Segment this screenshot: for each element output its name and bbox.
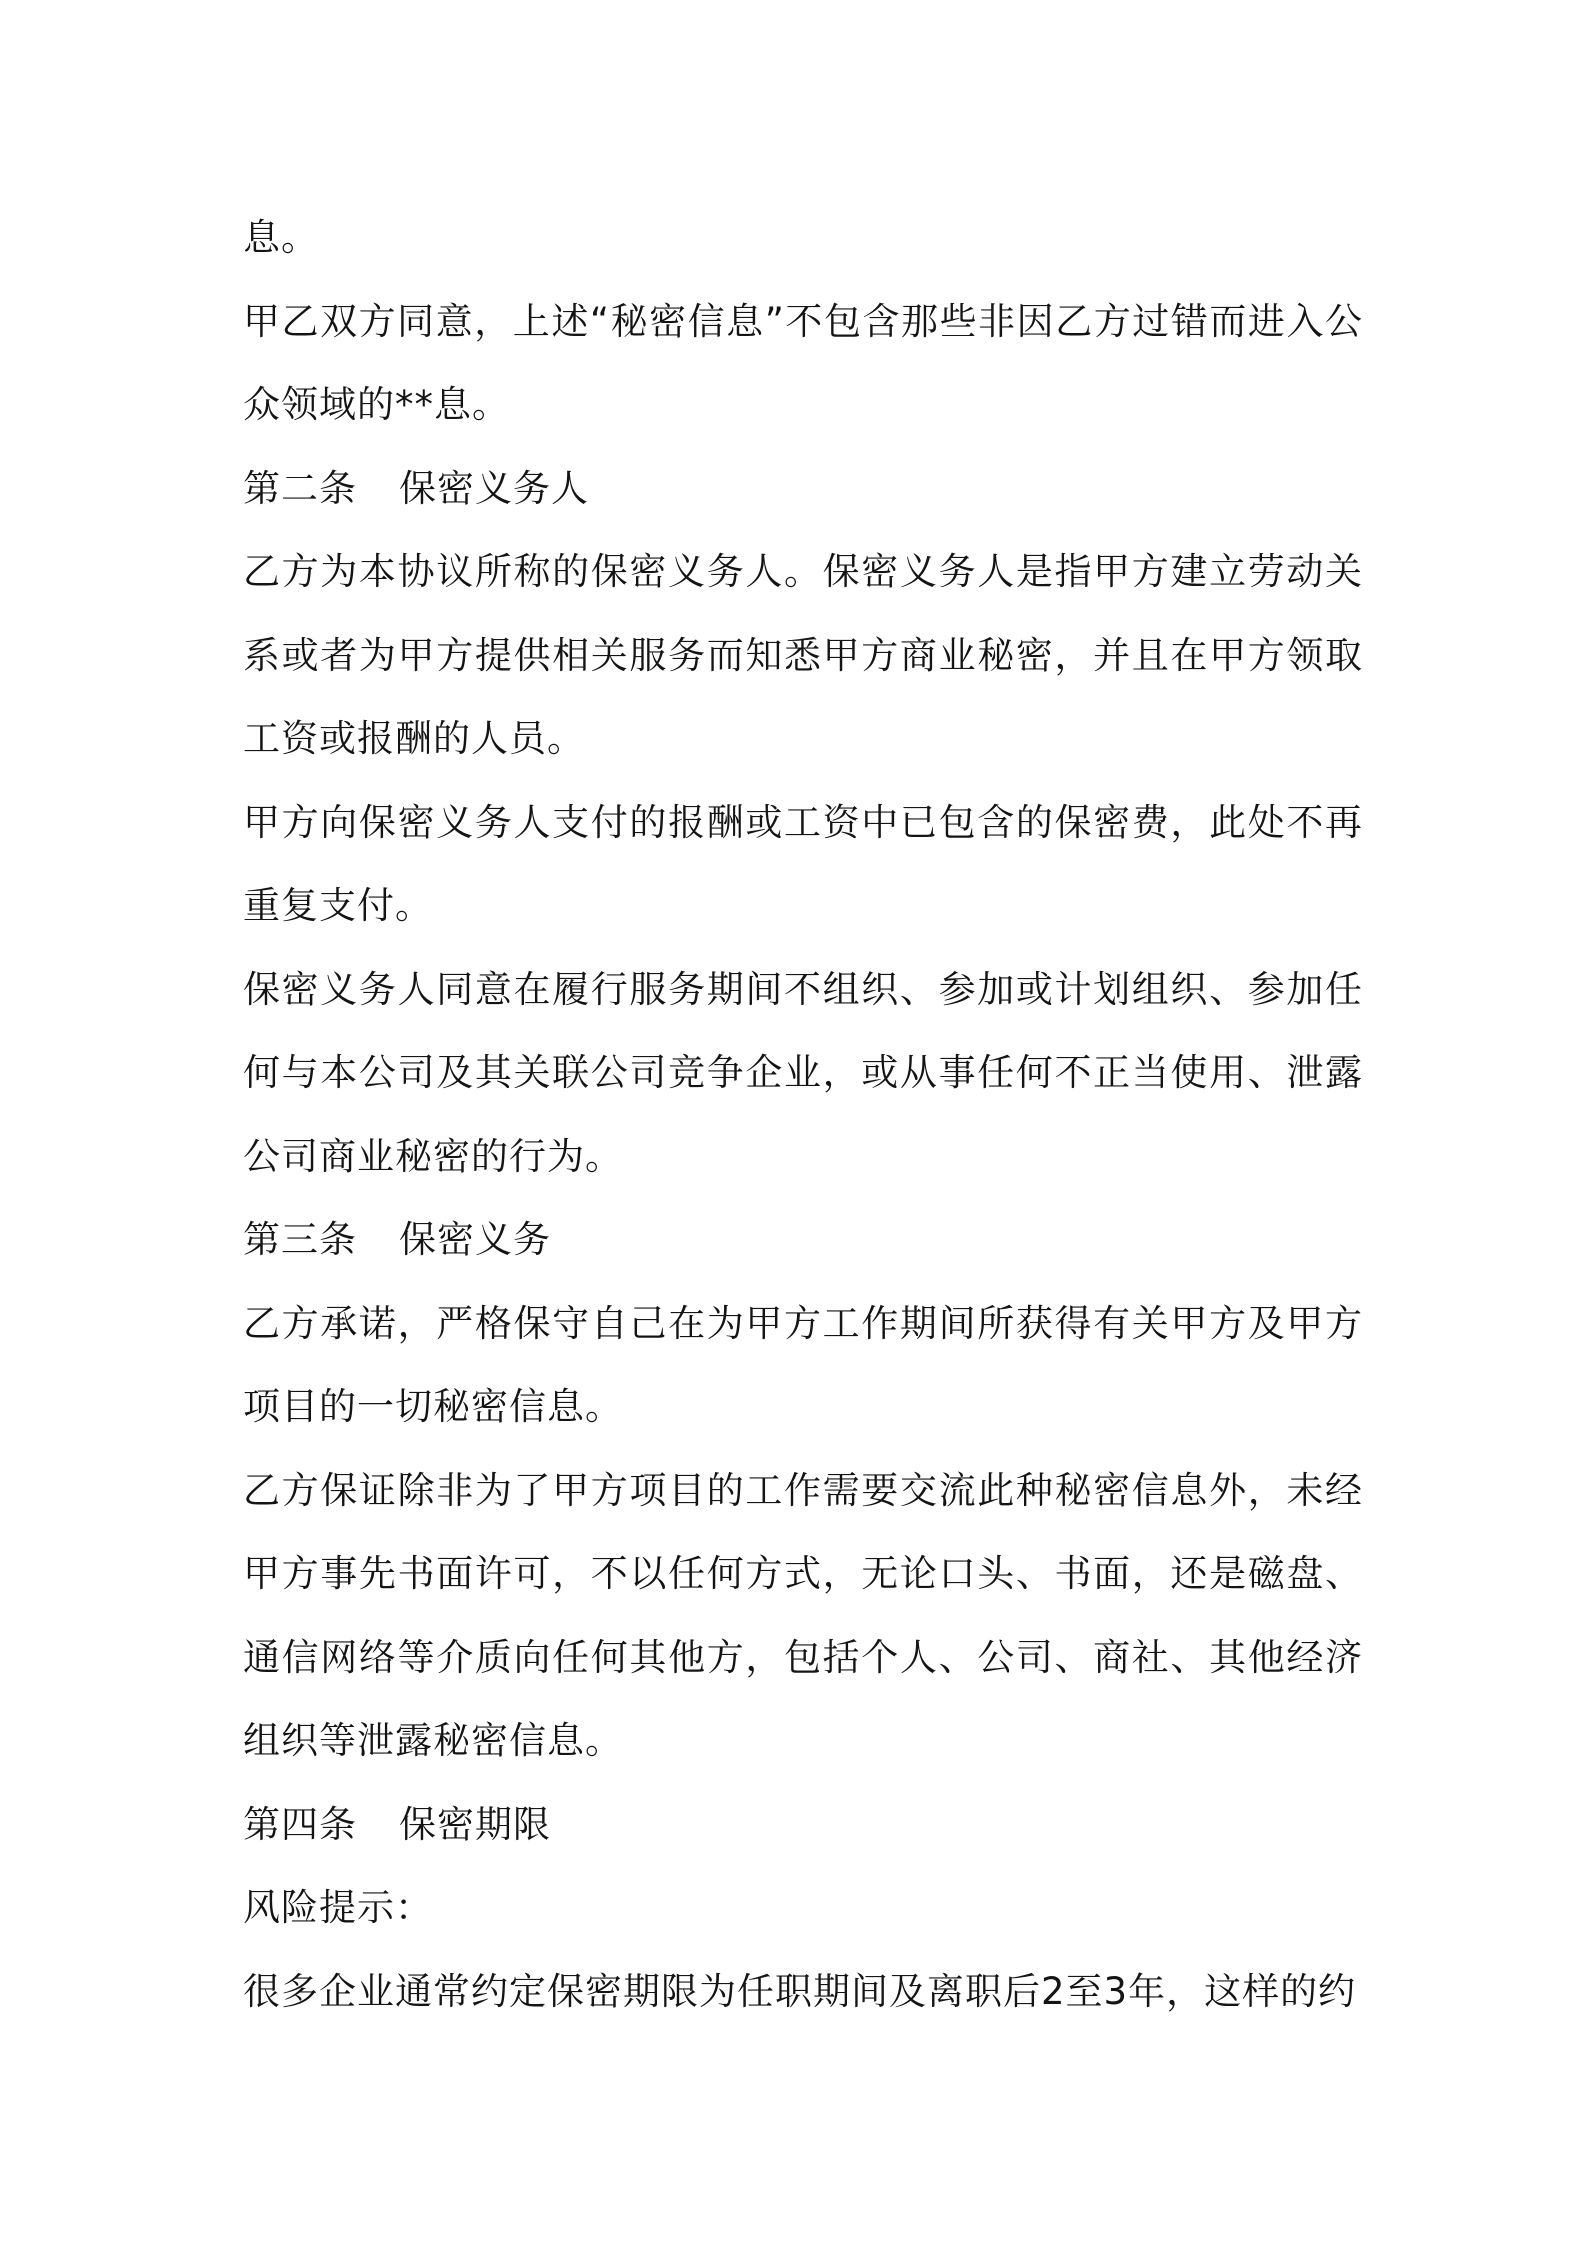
paragraph-risk-label: 风险提示： xyxy=(243,1886,433,1929)
paragraph-info-end: 息。 xyxy=(243,216,319,259)
article-2-heading xyxy=(243,447,1363,531)
paragraph-obligor-definition: 乙方为本协议所称的保密义务人。保密义务人是指甲方建立劳动关系或者为甲方提供相关服务而知悉甲方商业秘密，并且在甲方领取工资或报酬的人员。 xyxy=(243,550,1363,760)
article-3-number: 第三条 xyxy=(243,1218,357,1261)
paragraph-non-disclosure: 乙方保证除非为了甲方项目的工作需要交流此种秘密信息外，未经甲方事先书面许可，不以任何方式，无论口头、书面，还是磁盘、通信网络等介质向任何其他方，包括个人、公司、商社、其他经济组织等泄露秘密信息。 xyxy=(243,1468,1363,1762)
paragraph-exclusion: 甲乙双方同意，上述“秘密信息”不包含那些非因乙方过错而进入公众领域的**息。 xyxy=(243,299,1363,426)
article-4-number: 第四条 xyxy=(243,1802,357,1846)
article-2-number: 第二条 xyxy=(243,466,357,510)
paragraph-confidentiality-fee: 甲方向保密义务人支付的报酬或工资中已包含的保密费，此处不再重复支付。 xyxy=(243,800,1363,927)
article-3-heading xyxy=(243,1198,1363,1282)
paragraph-risk-text: 很多企业通常约定保密期限为任职期间及离职后2至3年，这样的约 xyxy=(243,1969,1357,2013)
paragraph-commitment: 乙方承诺，严格保守自己在为甲方工作期间所获得有关甲方及甲方项目的一切秘密信息。 xyxy=(243,1301,1363,1428)
article-3-title: 保密义务 xyxy=(399,1218,551,1261)
article-4-title: 保密期限 xyxy=(399,1802,551,1846)
paragraph-non-compete: 保密义务人同意在履行服务期间不组织、参加或计划组织、参加任何与本公司及其关联公司竞争企业，或从事任何不正当使用、泄露公司商业秘密的行为。 xyxy=(243,967,1363,1178)
document-body xyxy=(243,196,1363,2033)
article-4-heading xyxy=(243,1783,1363,1867)
article-2-title: 保密义务人 xyxy=(399,466,589,510)
